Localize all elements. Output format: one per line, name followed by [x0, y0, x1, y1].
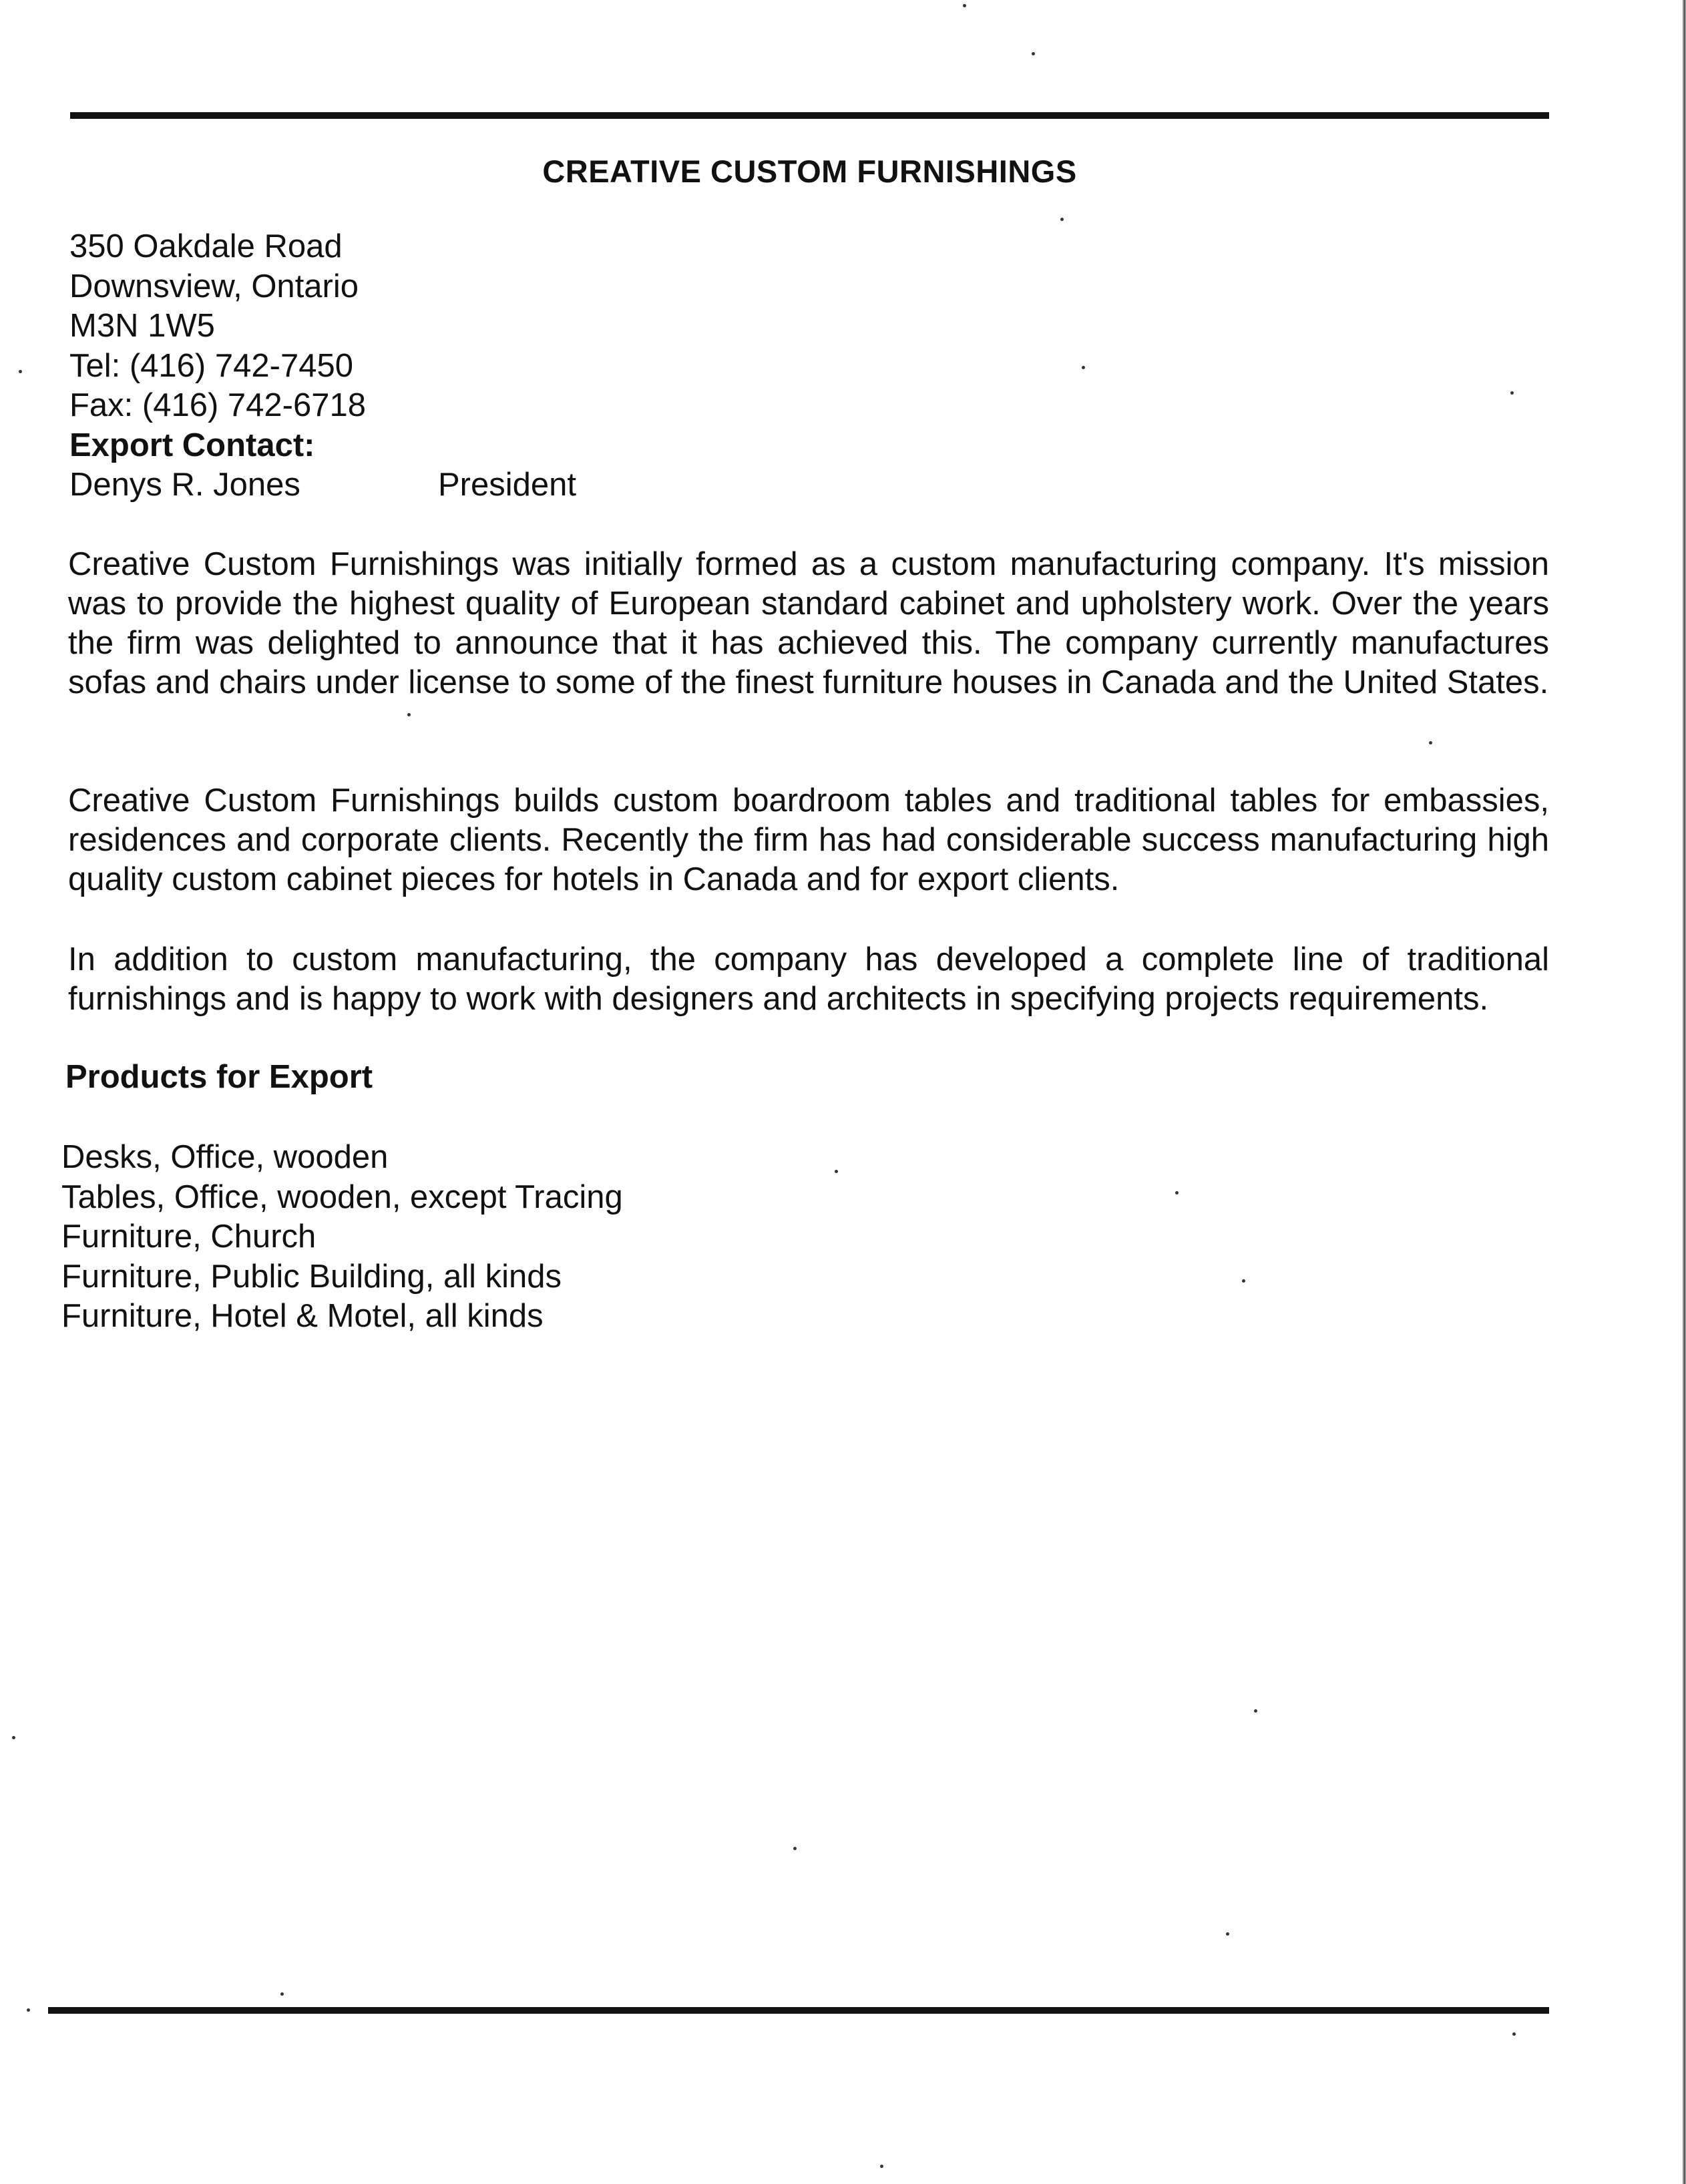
export-contact-row [69, 465, 577, 505]
top-rule [70, 112, 1549, 119]
paragraph-line: In addition to custom manufacturing, the company has developed a complete line of traditional furnishings and is happy to work with designers and architects in specifying projects requirements. [68, 941, 1549, 1017]
list-item: Desks, Office, wooden [61, 1139, 389, 1175]
scan-speck [1254, 1709, 1257, 1713]
scan-speck [1429, 741, 1432, 744]
contact-block [69, 227, 577, 505]
address-street: 350 Oakdale Road [69, 228, 343, 264]
paragraph-tables: Creative Custom Furnishings builds custom boardroom tables and traditional tables for embassies, residences and corporate clients. Recently the firm has had considerable success manufacturing high quality custom cabinet pieces for hotels in Canada and for export clients. [68, 783, 1549, 897]
scan-speck [27, 2008, 30, 2012]
address-postal-code: M3N 1W5 [69, 308, 215, 344]
bottom-rule [48, 2007, 1549, 2014]
scan-speck [1226, 1932, 1229, 1936]
scan-speck [1242, 1279, 1245, 1283]
list-item: Furniture, Hotel & Motel, all kinds [61, 1298, 544, 1334]
telephone: Tel: (416) 742-7450 [69, 347, 353, 384]
scan-speck [19, 370, 22, 373]
products-list [61, 1138, 623, 1337]
scan-speck [880, 2165, 883, 2168]
scan-speck [1510, 391, 1514, 395]
scan-speck [1060, 218, 1064, 221]
scan-speck [963, 4, 966, 7]
list-item: Tables, Office, wooden, except Tracing [61, 1178, 623, 1215]
scan-speck [1082, 366, 1085, 369]
export-contact-position: President [438, 467, 577, 503]
fax: Fax: (416) 742-6718 [69, 387, 366, 423]
scan-speck [1175, 1191, 1179, 1194]
scan-speck [407, 713, 411, 716]
list-item: Furniture, Church [61, 1219, 317, 1255]
scan-edge-shadow [1682, 0, 1686, 2184]
scan-speck [12, 1736, 15, 1739]
products-heading: Products for Export [65, 1059, 373, 1095]
export-contact-name: Denys R. Jones [69, 467, 300, 503]
paragraph-mission: Creative Custom Furnishings was initially formed as a custom manufacturing company. It's mission was to provide the highest quality of European standard cabinet and upholstery work. Over the years the firm was delighted to announce that it has achieved this. The company currently manufactures sofas and chairs under license to some of the finest furniture houses in Canada and the United States. [68, 546, 1549, 700]
scan-speck [280, 1992, 284, 1996]
company-title: CREATIVE CUSTOM FURNISHINGS [542, 154, 1077, 189]
address-city: Downsview, Ontario [69, 268, 359, 304]
export-contact-label: Export Contact: [69, 427, 315, 463]
list-item: Furniture, Public Building, all kinds [61, 1258, 562, 1295]
scan-speck [793, 1847, 797, 1850]
scan-speck [835, 1170, 838, 1173]
scan-speck [1512, 2032, 1516, 2036]
scan-speck [1032, 52, 1035, 55]
